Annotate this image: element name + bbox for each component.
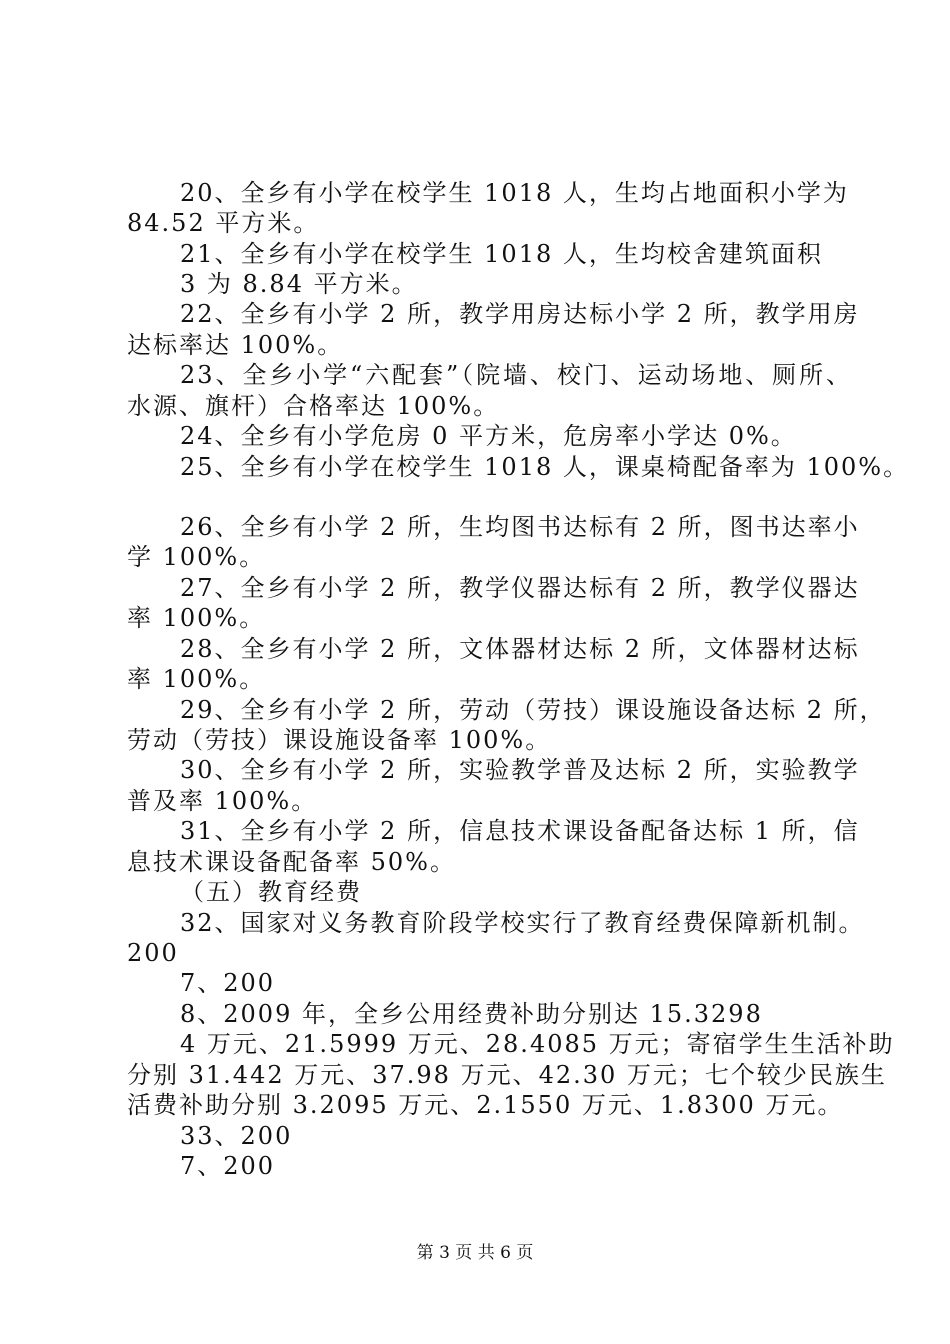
paragraph-line: 4 万元、21.5999 万元、28.4085 万元；寄宿学生生活补助 [180, 1030, 895, 1058]
paragraph-line: 学 100%。 [127, 543, 266, 571]
paragraph-line: 普及率 100%。 [127, 787, 318, 815]
paragraph-line: 20、全乡有小学在校学生 1018 人，生均占地面积小学为 [180, 179, 849, 207]
paragraph-line: 息技术课设备配备率 50%。 [127, 848, 456, 876]
paragraph-line: 25、全乡有小学在校学生 1018 人，课桌椅配备率为 100%。 [180, 453, 910, 481]
section-heading: （五）教育经费 [180, 878, 362, 906]
paragraph-line: 200 [127, 939, 179, 967]
paragraph-line: 7、200 [180, 969, 276, 997]
paragraph-line: 28、全乡有小学 2 所，文体器材达标 2 所，文体器材达标 [180, 635, 860, 663]
paragraph-line: 活费补助分别 3.2095 万元、2.1550 万元、1.8300 万元。 [127, 1091, 844, 1119]
paragraph-line: 22、全乡有小学 2 所，教学用房达标小学 2 所，教学用房 [180, 300, 860, 328]
page-footer: 第 3 页 共 6 页 [416, 1243, 534, 1263]
paragraph-line: 31、全乡有小学 2 所，信息技术课设备配备达标 1 所，信 [180, 817, 860, 845]
paragraph-line: 33、200 [180, 1122, 293, 1150]
paragraph-line: 劳动（劳技）课设施设备率 100%。 [127, 726, 552, 754]
paragraph-line: 3 为 8.84 平方米。 [180, 270, 418, 298]
paragraph-line: 21、全乡有小学在校学生 1018 人，生均校舍建筑面积 [180, 240, 823, 268]
paragraph-line: 水源、旗杆）合格率达 100%。 [127, 392, 500, 420]
paragraph-line: 23、全乡小学“六配套”（院墙、校门、运动场地、厕所、 [180, 361, 852, 389]
paragraph-line: 7、200 [180, 1152, 276, 1180]
paragraph-line: 84.52 平方米。 [127, 209, 320, 237]
paragraph-line: 分别 31.442 万元、37.98 万元、42.30 万元；七个较少民族生 [127, 1061, 887, 1089]
paragraph-line: 32、国家对义务教育阶段学校实行了教育经费保障新机制。 [180, 909, 865, 937]
paragraph-line: 29、全乡有小学 2 所，劳动（劳技）课设施设备达标 2 所， [180, 696, 886, 724]
paragraph-line: 27、全乡有小学 2 所，教学仪器达标有 2 所，教学仪器达 [180, 574, 860, 602]
paragraph-line: 率 100%。 [127, 604, 266, 632]
paragraph-line: 24、全乡有小学危房 0 平方米，危房率小学达 0%。 [180, 422, 797, 450]
paragraph-line: 8、2009 年，全乡公用经费补助分别达 15.3298 [180, 1000, 763, 1028]
paragraph-line: 26、全乡有小学 2 所，生均图书达标有 2 所，图书达率小 [180, 513, 860, 541]
paragraph-line: 率 100%。 [127, 665, 266, 693]
paragraph-line: 达标率达 100%。 [127, 331, 344, 359]
paragraph-line: 30、全乡有小学 2 所，实验教学普及达标 2 所，实验教学 [180, 756, 860, 784]
